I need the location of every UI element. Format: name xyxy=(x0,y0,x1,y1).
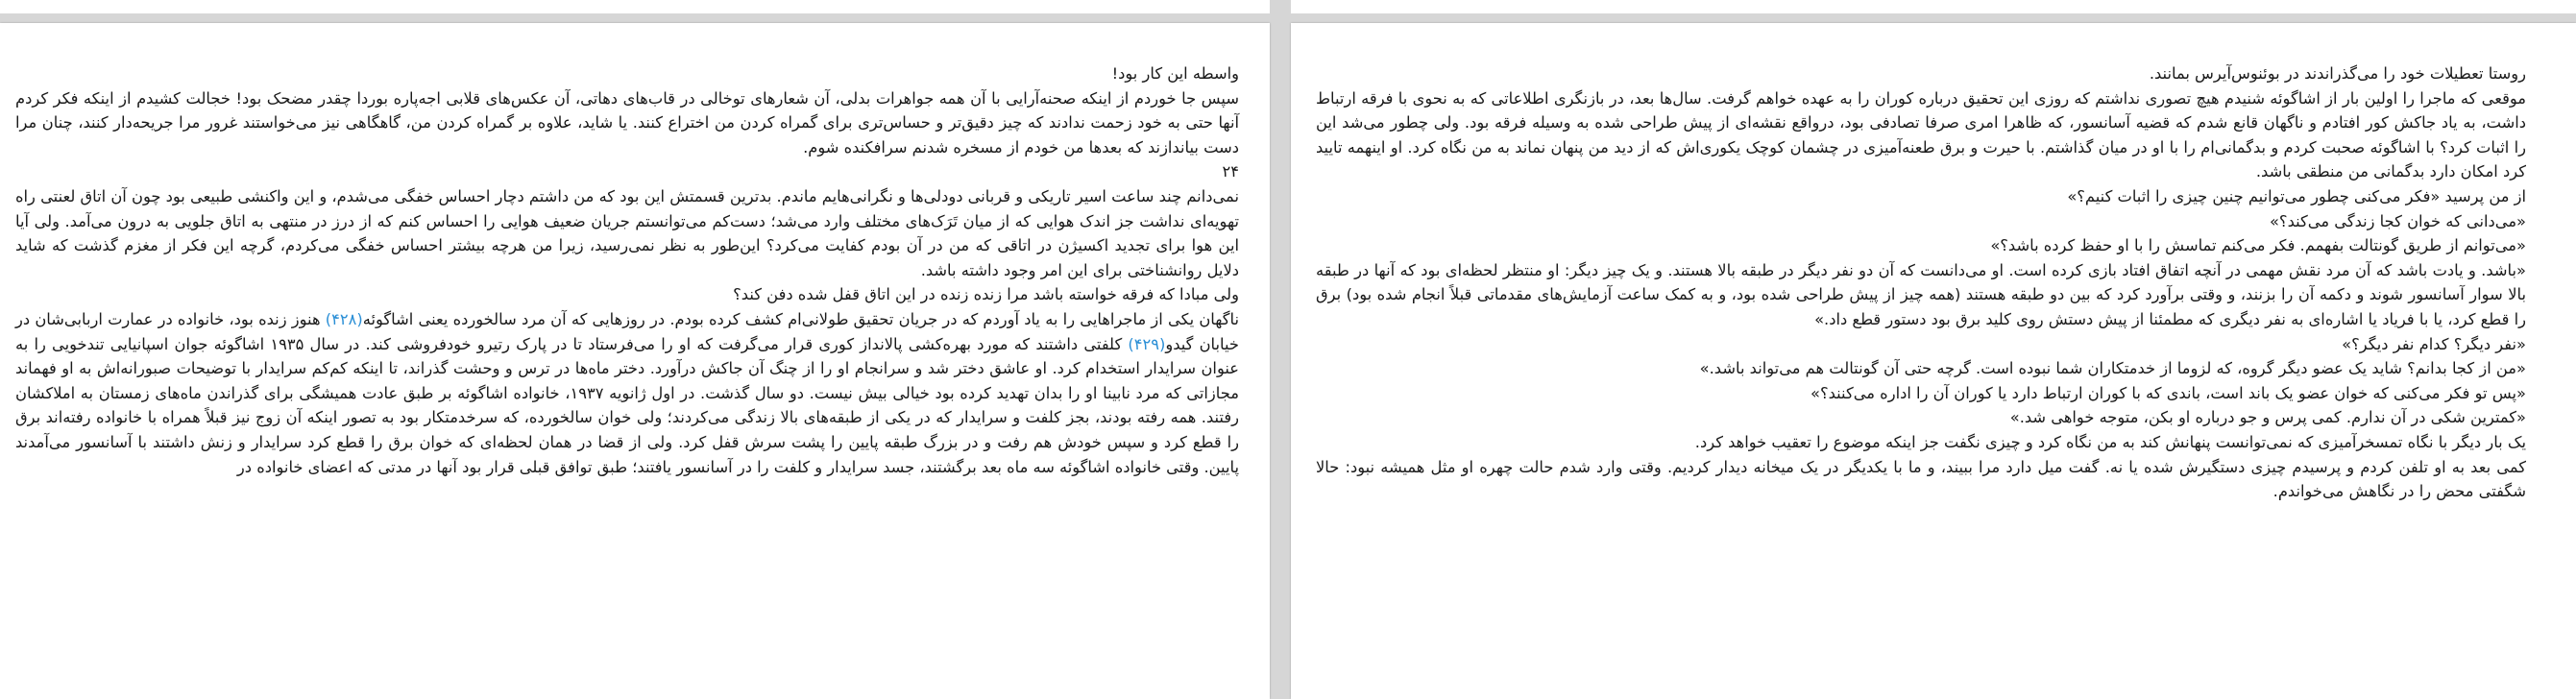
paragraph: سپس جا خوردم از اینکه صحنه‌آرایی با آن همه جواهرات بدلی، آن شعارهای توخالی در قاب‌های دهاتی، آن عکس‌های قلابی اجه‌پاره بوردا چقدر مضحک بود! خجالت کشیدم از اینکه فکر کردم آنها حتی به خود زحمت ندادند که چیز دقیق‌تر و حساس‌تری برای گمراه کردن من اختراع کنند. یا شاید، علاوه بر گمراه کردن من، گاهگاهی نیز می‌خواستند غرور مرا جریحه‌دار کنند، چنان مرا دست بیاندازند که بعدها من خودم از مسخره شدنم سرافکنده شوم. xyxy=(15,88,1239,157)
paragraph: کمی بعد به او تلفن کردم و پرسیدم چیزی دستگیرش شده یا نه. گفت میل دارد مرا ببیند، و ما با یکدیگر در یک میخانه دیدار کردیم. وقتی وارد شدم حالت چهره او مثل همیشه نبود: حالا شگفتی محض را در نگاهش می‌خواندم. xyxy=(1316,457,2526,501)
paragraph-text: هنوز زنده بود، خانواده در عمارت اربابی‌شان در خیابان گیدو xyxy=(15,309,1239,353)
paragraph: «من از کجا بدانم؟ شاید یک عضو دیگر گروه، که لزوما از خدمتکاران شما نبوده است. گرچه حتی آن گونتالت هم می‌تواند باشد.» xyxy=(1699,359,2526,378)
document-page-right xyxy=(1291,23,2576,699)
paragraph: «نفر دیگر؟ کدام نفر دیگر؟» xyxy=(2342,334,2526,353)
previous-page-edge-left xyxy=(0,0,1270,13)
paragraph: «پس تو فکر می‌کنی که خوان عضو یک باند است، باندی که با کوران ارتباط دارد یا کوران آن را اداره می‌کنند؟» xyxy=(1810,383,2526,402)
footnote-reference-link[interactable]: (۴۲۹) xyxy=(1128,334,1166,353)
paragraph: ولی مبادا که فرقه خواسته باشد مرا زنده زنده در این اتاق قفل شده دفن کند؟ xyxy=(733,285,1239,304)
paragraph-text: کلفتی داشتند که مورد بهره‌کشی پالانداز کوری قرار می‌گرفت که او را می‌فرستاد تا در پارک رتیرو خودفروشی کند. در سال ۱۹۳۵ اشاگوئه جوان اسپانیایی تندخویی را به عنوان سرایدار استخدام کرد. او عاشق دختر شد و سرانجام او را از چنگ آن جاکش درآورد. دختر ماه‌ها در ترس و وحشت گذراند، تا اینکه کم‌کم سرایدار با توضیحات صبورانه‌اش به او فهماند مجازاتی که مرد نابینا او را بدان تهدید کرده بود خیالی بیش نیست. دو سال گذشت. در اول ژانویه ۱۹۳۷، خانواده اشاگوئه بر طبق عادت همیشگی برای گذراندن ماه‌های زمستان به املاکشان رفتند. همه رفته بودند، بجز کلفت و سرایدار که در یکی از طبقه‌های بالا زندگی می‌کردند؛ ولی خوان سالخورده، که سرخدمتکار بود به تصور اینکه آن زوج نیز قبلاً همراه با خانواده رفته‌اند برق را قطع کرد و سپس خودش هم رفت و در بزرگ طبقه پایین را پشت سرش قفل کرد. ولی از قضا در همان لحظه‌ای که خوان برق را قطع کرد سرایدار و زنش داشتند با آسانسور می‌آمدند پایین. وقتی خانواده اشاگوئه سه ماه بعد برگشتند، جسد سرایدار و کلفت را در آسانسور یافتند؛ طبق توافق قبلی قرار بود آنها در مدتی که اعضای خانواده در xyxy=(15,334,1239,476)
page-number: ۲۴ xyxy=(1222,162,1239,181)
paragraph: واسطه این کار بود! xyxy=(1111,64,1239,83)
paragraph: «کمترین شکی در آن ندارم. کمی پرس و جو درباره او بکن، متوجه خواهی شد.» xyxy=(2009,408,2526,427)
paragraph: موقعی که ماجرا را اولین بار از اشاگوئه شنیدم هیچ تصوری نداشتم که روزی این تحقیق درباره کوران را به عهده خواهم گرفت. سال‌ها بعد، در بازنگری اطلاعاتی که به نحوی با فرقه ارتباط داشت، به یاد جاکش کور افتادم و ناگهان قانع شدم که قضیه آسانسور، که ظاهرا امری صرفا تصادفی بود، درواقع نقشه‌ای از پیش طراحی شده به وسیله فرقه بود. ولی چطور می‌شد این را اثبات کرد؟ با اشاگوئه صحبت کردم و بدگمانی‌ام را با او در میان گذاشتم. با حیرت و برق طعنه‌آمیزی در چشمان کوچک یکوری‌اش که از دید من پنهان نماند به من نگاه کرد. او اینهمه تایید کرد امکان دارد بدگمانی من منطقی باشد. xyxy=(1316,88,2526,181)
paragraph-text: ناگهان یکی از ماجراهایی را به یاد آوردم که در جریان تحقیق طولانی‌ام کشف کرده بودم. در روزهایی که آن مرد سالخورده یعنی اشاگوئه xyxy=(362,309,1239,328)
paragraph: یک بار دیگر با نگاه تمسخرآمیزی که نمی‌توانست پنهانش کند به من نگاه کرد و چیزی نگفت جز اینکه موضوع را تعقیب خواهد کرد. xyxy=(1694,432,2526,451)
paragraph: نمی‌دانم چند ساعت اسیر تاریکی و قربانی دودلی‌ها و نگرانی‌هایم ماندم. بدترین قسمتش این بود که من داشتم دچار احساس خفگی می‌شدم، و این واکنشی طبیعی بود چون آن اتاق لعنتی راه تهویه‌ای نداشت جز اندک هوایی که از میان تَرَک‌های مختلف وارد می‌شد؛ دست‌کم می‌توانستم جریان ضعیف هوایی را احساس کنم که از درز در منتهی به اتاق جلویی به درون می‌آمد. ولی آیا این هوا برای تجدید اکسیژن در اتاقی که من در آن بودم کفایت می‌کرد؟ این‌طور به نظر نمی‌رسید، زیرا من هرچه بیشتر احساس خفگی می‌کردم، گرچه این فکر از مغزم گذشت که شاید دلایل روانشناختی برای این امر وجود داشته باشد. xyxy=(15,186,1239,279)
previous-page-edge-right xyxy=(1291,0,2576,13)
page-text-left xyxy=(15,61,1239,479)
footnote-reference-link[interactable]: (۴۲۸) xyxy=(325,309,363,328)
paragraph: از من پرسید «فکر می‌کنی چطور می‌توانیم چنین چیزی را اثبات کنیم؟» xyxy=(2067,186,2526,205)
paragraph: «باشد. و یادت باشد که آن مرد نقش مهمی در آنچه اتفاق افتاد بازی کرده است. او می‌دانست که آن دو نفر دیگر در طبقه بالا هستند. و یک چیز دیگر: او منتظر لحظه‌ای بود که آنها در طبقه بالا سوار آسانسور شوند و دکمه آن را بزنند، و وقتی برآورد کرد که بین دو طبقه هستند (همه چیز از پیش طراحی شده بود، و به کمک ساعت آزمایش‌های مقدماتی قبلاً انجام شده بود) برق را قطع کرد، یا با فریاد یا اشاره‌ای به نفر دیگری که مطمئنا از پیش دستش روی کلید برق بود دستور قطع داد.» xyxy=(1316,260,2526,328)
paragraph: «می‌دانی که خوان کجا زندگی می‌کند؟» xyxy=(2269,211,2526,230)
document-page-left xyxy=(0,23,1270,699)
paragraph: «می‌توانم از طریق گونتالت بفهمم. فکر می‌کنم تماسش را با او حفظ کرده باشد؟» xyxy=(1990,236,2526,255)
paragraph: روستا تعطیلات خود را می‌گذراندند در بوئنوس‌آیرس بمانند. xyxy=(2149,64,2526,83)
page-text-right xyxy=(1316,61,2526,504)
paragraph xyxy=(15,307,1239,479)
